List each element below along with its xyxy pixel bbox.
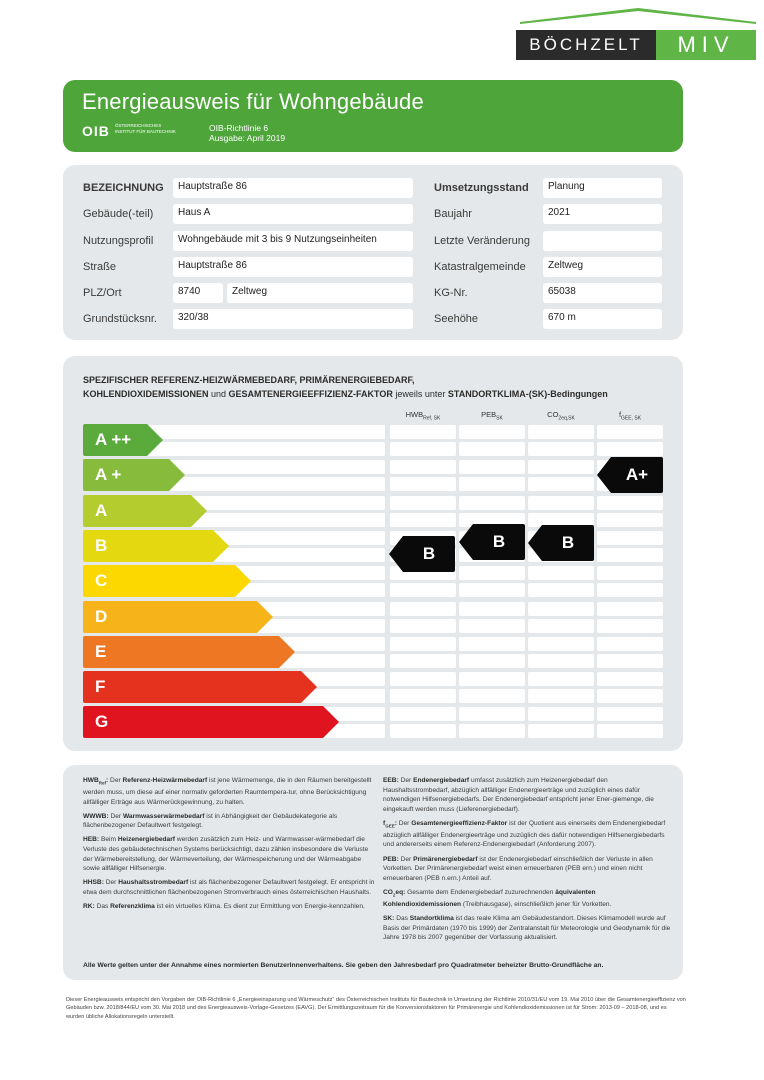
heading-part: GESAMTENERGIEEFFIZIENZ-FAKTOR xyxy=(226,389,396,399)
heading-part: jeweils unter xyxy=(395,389,446,399)
definition-text: : Das xyxy=(392,915,410,923)
scale-cell xyxy=(459,566,525,580)
energy-class-band xyxy=(83,530,230,562)
heading-part: und xyxy=(211,389,227,399)
definitions-note: Alle Werte gelten unter der Annahme eines normierten BenutzerInnenverhaltens. Sie geben den Jahresbedarf pro Quadratmeter beheizter Brutto-Grundfläche an. xyxy=(83,962,604,969)
scale-cell xyxy=(390,513,456,527)
definition-colon: : xyxy=(396,777,399,784)
definition-text: ist der Endenergiebedarf einschließlich der Verluste in allen Vorketten. Der Primärenergiebedarf weist einen erneuerbaren (PEB ern.) und einen nicht erneuerbaren (PEB n.ern.) Anteil auf. xyxy=(383,855,653,882)
scale-cell xyxy=(597,707,663,721)
scale-cell xyxy=(459,619,525,633)
field-label: PLZ/Ort xyxy=(83,287,122,299)
definition-item xyxy=(83,812,375,831)
building-info-panel xyxy=(63,165,683,340)
definition-abbr: WWWB xyxy=(83,812,107,820)
field-value[interactable]: 670 m xyxy=(543,309,662,329)
energy-class-label: E xyxy=(95,641,107,661)
scale-cell xyxy=(459,637,525,651)
field-value[interactable]: Haus A xyxy=(173,204,413,224)
oib-logo: OIB xyxy=(82,123,110,139)
roof-icon xyxy=(520,8,756,24)
scale-cell xyxy=(597,619,663,633)
scale-cell xyxy=(528,460,594,474)
oib-sub-line2: INSTITUT FÜR BAUTECHNIK xyxy=(115,129,176,134)
scale-cell xyxy=(459,654,525,668)
logo-text-bochzelt: BÖCHZELT xyxy=(516,30,656,60)
energy-class-label: F xyxy=(95,677,106,697)
definitions-panel xyxy=(63,765,683,980)
heading-part: KOHLENDIOXIDEMISSIONEN xyxy=(83,389,212,399)
definition-abbr: PEB xyxy=(383,855,397,863)
definition-text: ist ein virtuelles Klima. Es dient zur Ermittlung von Energie-kennzahlen. xyxy=(154,903,365,911)
scale-cell xyxy=(597,602,663,616)
logo-text-miv: MIV xyxy=(656,30,756,60)
definition-text: eq: Gesamte dem Endenergiebedarf zuzurechnenden xyxy=(395,889,556,897)
energy-class-band xyxy=(83,459,186,491)
definition-abbr: SK xyxy=(383,915,393,923)
definition-abbr: RK xyxy=(83,903,93,911)
scale-cell xyxy=(390,496,456,510)
guideline-name: OIB-Richtlinie 6 xyxy=(209,123,269,133)
field-value[interactable] xyxy=(543,231,662,251)
definition-text: : Der xyxy=(396,777,414,784)
definition-term: Heizenergiebedarf xyxy=(117,836,175,844)
scale-cell xyxy=(597,583,663,597)
guideline-info xyxy=(209,123,285,143)
field-value[interactable]: 320/38 xyxy=(173,309,413,329)
page-title: Energieausweis für Wohngebäude xyxy=(82,89,424,114)
definition-item xyxy=(383,888,675,910)
column-header xyxy=(390,410,456,422)
definition-text: ist das reale Klima am Gebäudestandort. Dieses Klimamodell wurde auf Basis der Primärdaten (1970 bis 1999) der Zentralanstalt für Meteorologie und Geodynamik für die Jahre 1978 bis 2007 gegenüber der Vorfassung aktualisiert. xyxy=(383,915,671,942)
definition-abbr: EEB xyxy=(383,777,397,784)
definition-abbr: HEB xyxy=(83,836,97,844)
definition-text: : Das xyxy=(92,903,111,911)
scale-cell xyxy=(390,672,456,686)
definition-colon: : xyxy=(106,777,109,784)
definition-text: umfasst zusätzlich zum Heizenergiebedarf den Haushaltsstrombedarf, abzüglich allfälliger Endenergieerträge und zuzüglich eines dafür notwendigen Hilfsenergiebedarfs. Der Endenergiebedarf entspricht jener Ener-giemenge, die eingekauft werden muss (Lieferenergiebedarf). xyxy=(383,777,654,813)
scale-cell xyxy=(528,689,594,703)
oib-sub-line1: ÖSTERREICHISCHES xyxy=(115,123,162,128)
band-arrow-shape xyxy=(83,565,252,597)
scale-cell xyxy=(528,566,594,580)
scale-cell xyxy=(459,477,525,491)
column-header-main: f xyxy=(618,410,622,419)
oib-institute-name xyxy=(115,123,176,135)
rating-value: B xyxy=(561,532,575,552)
energy-class-label: A + xyxy=(95,465,122,485)
field-label: Grundstücksnr. xyxy=(83,313,157,325)
field-label: Umsetzungsstand xyxy=(434,182,529,194)
scale-cell xyxy=(390,477,456,491)
definition-term: Referenz-Heizwärmebedarf xyxy=(122,777,208,784)
field-value[interactable]: 65038 xyxy=(543,283,662,303)
scale-cell xyxy=(459,602,525,616)
energy-scale-panel xyxy=(63,356,683,751)
scale-cell xyxy=(459,724,525,738)
scale-cell xyxy=(459,689,525,703)
scale-heading-line1: SPEZIFISCHER REFERENZ-HEIZWÄRMEBEDARF, PRIMÄRENERGIEBEDARF, xyxy=(83,375,415,385)
scale-cell xyxy=(390,707,456,721)
energy-class-label: B xyxy=(95,535,108,555)
rating-value: B xyxy=(492,531,506,551)
definition-abbr: HWB xyxy=(83,777,99,784)
scale-cell xyxy=(597,531,663,545)
definition-text: : Der xyxy=(394,819,412,827)
scale-cell xyxy=(459,442,525,456)
scale-cell xyxy=(390,689,456,703)
column-header-main: PEB xyxy=(481,410,497,419)
column-header xyxy=(597,410,663,422)
rating-value: A+ xyxy=(625,465,649,485)
definition-abbr: HHSB xyxy=(83,879,102,887)
definition-term: Haushaltsstrombedarf xyxy=(118,879,189,887)
definition-text: : Der xyxy=(101,879,119,887)
field-label: KG-Nr. xyxy=(434,287,468,299)
scale-cell xyxy=(459,460,525,474)
energy-class-band xyxy=(83,636,296,668)
scale-cell xyxy=(528,477,594,491)
definition-term: Primärenergiebedarf xyxy=(413,855,478,863)
field-value[interactable]: Hauptstraße 86 xyxy=(173,257,413,277)
column-header xyxy=(459,410,525,422)
scale-cell xyxy=(597,654,663,668)
field-value[interactable]: Zeltweg xyxy=(543,257,662,277)
definition-text: : Der xyxy=(106,812,123,820)
rating-marker xyxy=(528,525,594,561)
definition-term: Endenergiebedarf xyxy=(413,777,470,784)
scale-cell xyxy=(459,583,525,597)
column-header-main: HWB xyxy=(405,410,424,419)
scale-cell xyxy=(390,442,456,456)
legal-footer: Dieser Energieausweis entspricht den Vorgaben der OIB-Richtlinie 6 „Energieeinsparung und Wärmeschutz“ des Österreichischen Instituts für Bautechnik in Umsetzung der Richtlinie 2010/31/EU vom 19. Mai 2010 über die Gesamtenergieeffizienz von Gebäuden bzw. 2018/844/EU vom 30. Mai 2018 und des Energieausweis-Vorlage-Gesetzes (EAVG). Der Ermittlungszeitraum für die Konversionsfaktoren für Primärenergie und Kohlendioxidemissionen ist für Strom: 2013-09 – 2018-08, und es wurden übliche Allokationsregeln unterstellt. xyxy=(66,997,686,1020)
column-header-main: CO xyxy=(547,410,559,419)
definition-term: Warmwasserwärmebedarf xyxy=(122,812,205,820)
scale-cell xyxy=(390,637,456,651)
scale-cell xyxy=(459,425,525,439)
definition-item xyxy=(383,914,675,943)
definition-colon: : xyxy=(101,879,104,887)
scale-cell xyxy=(597,442,663,456)
field-label: BEZEICHNUNG xyxy=(83,182,164,194)
definition-term: Referenzklima xyxy=(110,903,155,911)
definition-term: Standortklima xyxy=(409,915,454,923)
scale-heading-line2 xyxy=(83,387,608,401)
scale-cell xyxy=(459,496,525,510)
field-value[interactable]: Wohngebäude mit 3 bis 9 Nutzungseinheiten xyxy=(173,231,413,251)
column-header-sub: SK xyxy=(496,415,503,422)
energy-class-band xyxy=(83,671,318,703)
definition-colon: : xyxy=(396,855,399,863)
scale-cell xyxy=(390,724,456,738)
definition-text: : Der xyxy=(106,777,123,784)
definition-item xyxy=(83,776,375,807)
definition-abbr: CO xyxy=(383,889,393,897)
definition-text: ist jene Wärmemenge, die in den Räumen bereitgestellt werden muss, um diese auf einer normativ geforderten Raumtempera-tur, ohne Berücksichtigung allfälliger Erträge aus Wärmerückgewinnung, zu halten. xyxy=(83,777,372,806)
definition-text: (Treibhausgase), einschließlich jener für Vorketten. xyxy=(461,900,612,908)
scale-cell xyxy=(597,724,663,738)
scale-cell xyxy=(459,672,525,686)
definition-text: : Beim xyxy=(96,836,118,844)
scale-cell xyxy=(528,654,594,668)
field-value[interactable]: 8740 xyxy=(173,283,223,303)
field-value[interactable]: 2021 xyxy=(543,204,662,224)
definition-colon: : xyxy=(96,836,100,844)
company-logo xyxy=(516,8,756,56)
scale-cell xyxy=(597,548,663,562)
scale-cell xyxy=(597,496,663,510)
scale-cell xyxy=(597,637,663,651)
scale-cell xyxy=(597,672,663,686)
scale-cell xyxy=(597,566,663,580)
definitions-left-column xyxy=(83,776,375,916)
field-label: Straße xyxy=(83,261,117,273)
energy-class-label: C xyxy=(95,571,108,591)
energy-class-band xyxy=(83,565,252,597)
column-header-sub: Ref, SK xyxy=(423,415,441,422)
rating-marker xyxy=(389,536,455,572)
scale-cell xyxy=(528,637,594,651)
energy-class-band xyxy=(83,424,164,456)
rating-value: B xyxy=(422,543,436,563)
definition-colon: : xyxy=(394,819,397,827)
scale-cell xyxy=(528,707,594,721)
definition-text: werden zusätzlich zum Heiz- und Warmwasser-wärmebedarf die Verluste des gebäudetechnischen Systems berücksichtigt, dazu zählen insbesondere die Verluste der Wärmebereitstellung, der Wärmeverteilung, der Wärmespeicherung und der Wärmeabgabe sowie allfälliger Hilfsenergie. xyxy=(83,836,369,873)
scale-heading xyxy=(83,373,608,401)
guideline-edition: Ausgabe: April 2019 xyxy=(209,133,286,143)
scale-cell xyxy=(528,425,594,439)
energy-class-label: A xyxy=(95,500,108,520)
scale-cell xyxy=(390,619,456,633)
definition-item xyxy=(83,878,375,897)
column-header-sub: GEE, SK xyxy=(621,415,642,422)
definitions-right-column xyxy=(383,776,675,948)
field-label: Gebäude(-teil) xyxy=(83,208,154,220)
scale-cell xyxy=(390,425,456,439)
definition-abbr: f xyxy=(383,819,386,827)
column-header-sub: 2eq,SK xyxy=(558,415,575,422)
definition-text: ist als flächenbezogener Defaultwert festgelegt. Er entspricht in etwa dem durchschnittlichen flächenbezogenen Stromverbrauch eines österreichischen Haushalts. xyxy=(83,879,375,897)
definition-item xyxy=(83,835,375,873)
rating-marker xyxy=(597,457,663,493)
scale-cell xyxy=(597,513,663,527)
energy-class-label: G xyxy=(95,712,109,732)
scale-cell xyxy=(390,460,456,474)
band-arrow-shape xyxy=(83,671,318,703)
definition-abbr: eq: xyxy=(395,889,406,897)
field-value[interactable]: Zeltweg xyxy=(227,283,413,303)
definition-abbr-sub: 2 xyxy=(392,892,396,898)
field-value[interactable]: Hauptstraße 86 xyxy=(173,178,413,198)
scale-cell xyxy=(528,619,594,633)
scale-cell xyxy=(597,425,663,439)
definition-item xyxy=(83,902,375,912)
scale-cell xyxy=(390,654,456,668)
column-header xyxy=(528,410,594,422)
definition-text: : Der xyxy=(396,855,414,863)
scale-cell xyxy=(597,689,663,703)
scale-cell xyxy=(528,496,594,510)
definition-text: ist in Abhängigkeit der Gebäudekategorie als flächenbezogener Defaultwert festgelegt. xyxy=(83,812,338,830)
definition-term: Gesamtenergieeffizienz-Faktor xyxy=(411,819,508,827)
scale-cell xyxy=(390,602,456,616)
scale-cell xyxy=(459,707,525,721)
definition-item xyxy=(383,819,675,850)
energy-class-label: A ++ xyxy=(95,430,132,449)
certificate-header xyxy=(63,80,683,152)
definition-item xyxy=(383,855,675,884)
band-arrow-shape xyxy=(83,601,274,633)
field-label: Seehöhe xyxy=(434,313,479,325)
scale-cell xyxy=(528,672,594,686)
definition-abbr-sub: Ref xyxy=(98,780,107,786)
heading-part: STANDORTKLIMA-(SK)-Bedingungen xyxy=(445,389,608,399)
field-label: Katastralgemeinde xyxy=(434,261,526,273)
definition-colon: : xyxy=(106,812,109,820)
energy-class-band xyxy=(83,601,274,633)
energy-class-label: D xyxy=(95,606,108,626)
scale-cell xyxy=(528,602,594,616)
definition-text: ist der Quotient aus einerseits dem Endenergiebedarf abzüglich allfälliger Endenergieerträge und zuzüglich des dafür notwendigen Hilfsenergiebedarfs und andererseits einem Referenz-Endenergiebedarf (Anforderung 2007). xyxy=(383,819,666,849)
definition-abbr-sub: GEE xyxy=(385,823,395,829)
scale-cell xyxy=(528,442,594,456)
rating-marker xyxy=(459,524,525,560)
field-label: Baujahr xyxy=(434,208,472,220)
band-arrow-shape xyxy=(83,706,340,738)
energy-class-band xyxy=(83,706,340,738)
scale-cell xyxy=(528,583,594,597)
field-label: Nutzungsprofil xyxy=(83,235,154,247)
field-value[interactable]: Planung xyxy=(543,178,662,198)
definition-colon: : xyxy=(92,903,95,911)
band-arrow-shape xyxy=(83,636,296,668)
scale-cell xyxy=(528,724,594,738)
field-label: Letzte Veränderung xyxy=(434,235,531,247)
definition-item xyxy=(383,776,675,814)
definition-colon: : xyxy=(392,915,395,923)
energy-class-band xyxy=(83,495,208,527)
definition-term: äquivalenten Kohlendioxidemissionen xyxy=(383,889,596,908)
scale-cell xyxy=(390,583,456,597)
